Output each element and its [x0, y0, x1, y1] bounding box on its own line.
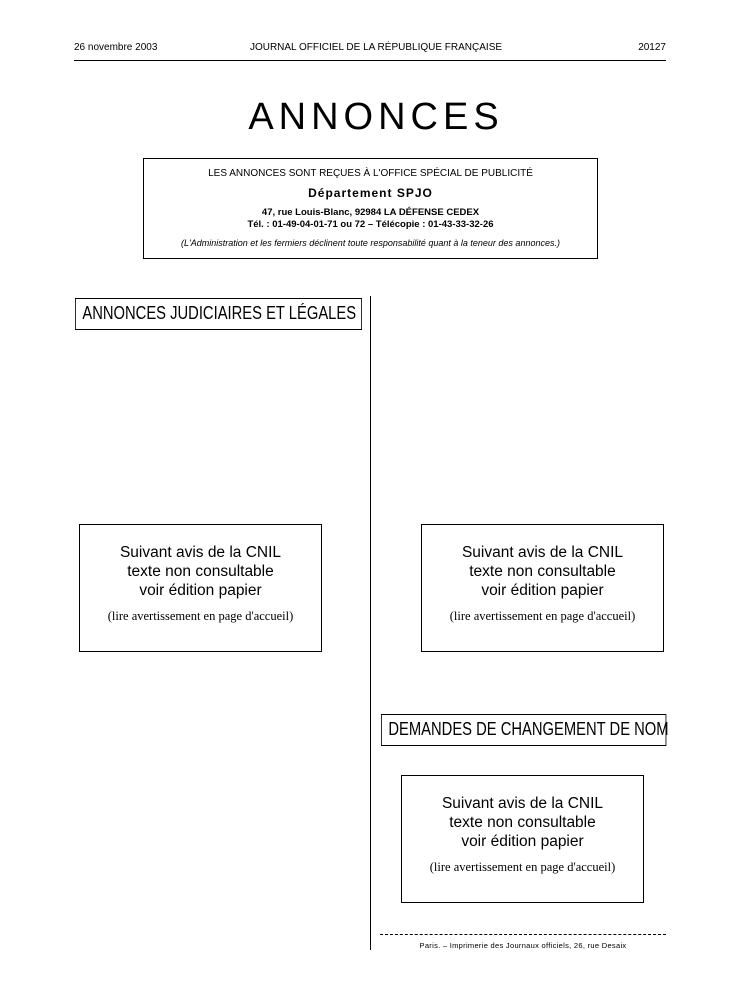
section-heading-name-change: DEMANDES DE CHANGEMENT DE NOM [381, 714, 666, 746]
header-page-number: 20127 [638, 42, 666, 53]
cnil-notice-box [79, 524, 322, 652]
cnil-line: texte non consultable [127, 563, 274, 580]
notice-line: LES ANNONCES SONT REÇUES À L'OFFICE SPÉCIAL DE PUBLICITÉ [208, 168, 533, 179]
cnil-notice-box [401, 775, 644, 903]
notice-phone: Tél. : 01-49-04-01-71 ou 72 – Télécopie : 01-43-33-32-26 [247, 219, 494, 230]
notice-address: 47, rue Louis-Blanc, 92984 LA DÉFENSE CEDEX [261, 207, 480, 218]
notice-department: Département SPJO [308, 186, 433, 200]
page-title: ANNONCES [248, 96, 504, 138]
cnil-line: voir édition papier [461, 833, 584, 850]
printer-footer: Paris. – Imprimerie des Journaux officiels, 26, rue Desaix [419, 941, 627, 950]
cnil-line: texte non consultable [449, 814, 596, 831]
header-journal-title: JOURNAL OFFICIEL DE LA RÉPUBLIQUE FRANÇAISE [249, 42, 503, 53]
publicity-notice-box [143, 158, 598, 259]
notice-disclaimer: (L'Administration et les fermiers déclinent toute responsabilité quant à la teneur des annonces.) [181, 238, 560, 248]
cnil-line: Suivant avis de la CNIL [119, 544, 282, 561]
cnil-reference: (lire avertissement en page d'accueil) [107, 609, 294, 623]
column-divider [370, 296, 371, 950]
cnil-reference: (lire avertissement en page d'accueil) [429, 860, 616, 874]
cnil-line: Suivant avis de la CNIL [441, 795, 604, 812]
cnil-line: texte non consultable [469, 563, 616, 580]
cnil-notice-box [421, 524, 664, 652]
header-rule [74, 60, 666, 61]
section-heading-judicial: ANNONCES JUDICIAIRES ET LÉGALES [75, 298, 362, 330]
footer-rule [380, 934, 666, 935]
cnil-line: Suivant avis de la CNIL [461, 544, 624, 561]
header-date: 26 novembre 2003 [74, 42, 158, 53]
cnil-line: voir édition papier [481, 582, 604, 599]
cnil-reference: (lire avertissement en page d'accueil) [449, 609, 636, 623]
cnil-line: voir édition papier [139, 582, 262, 599]
